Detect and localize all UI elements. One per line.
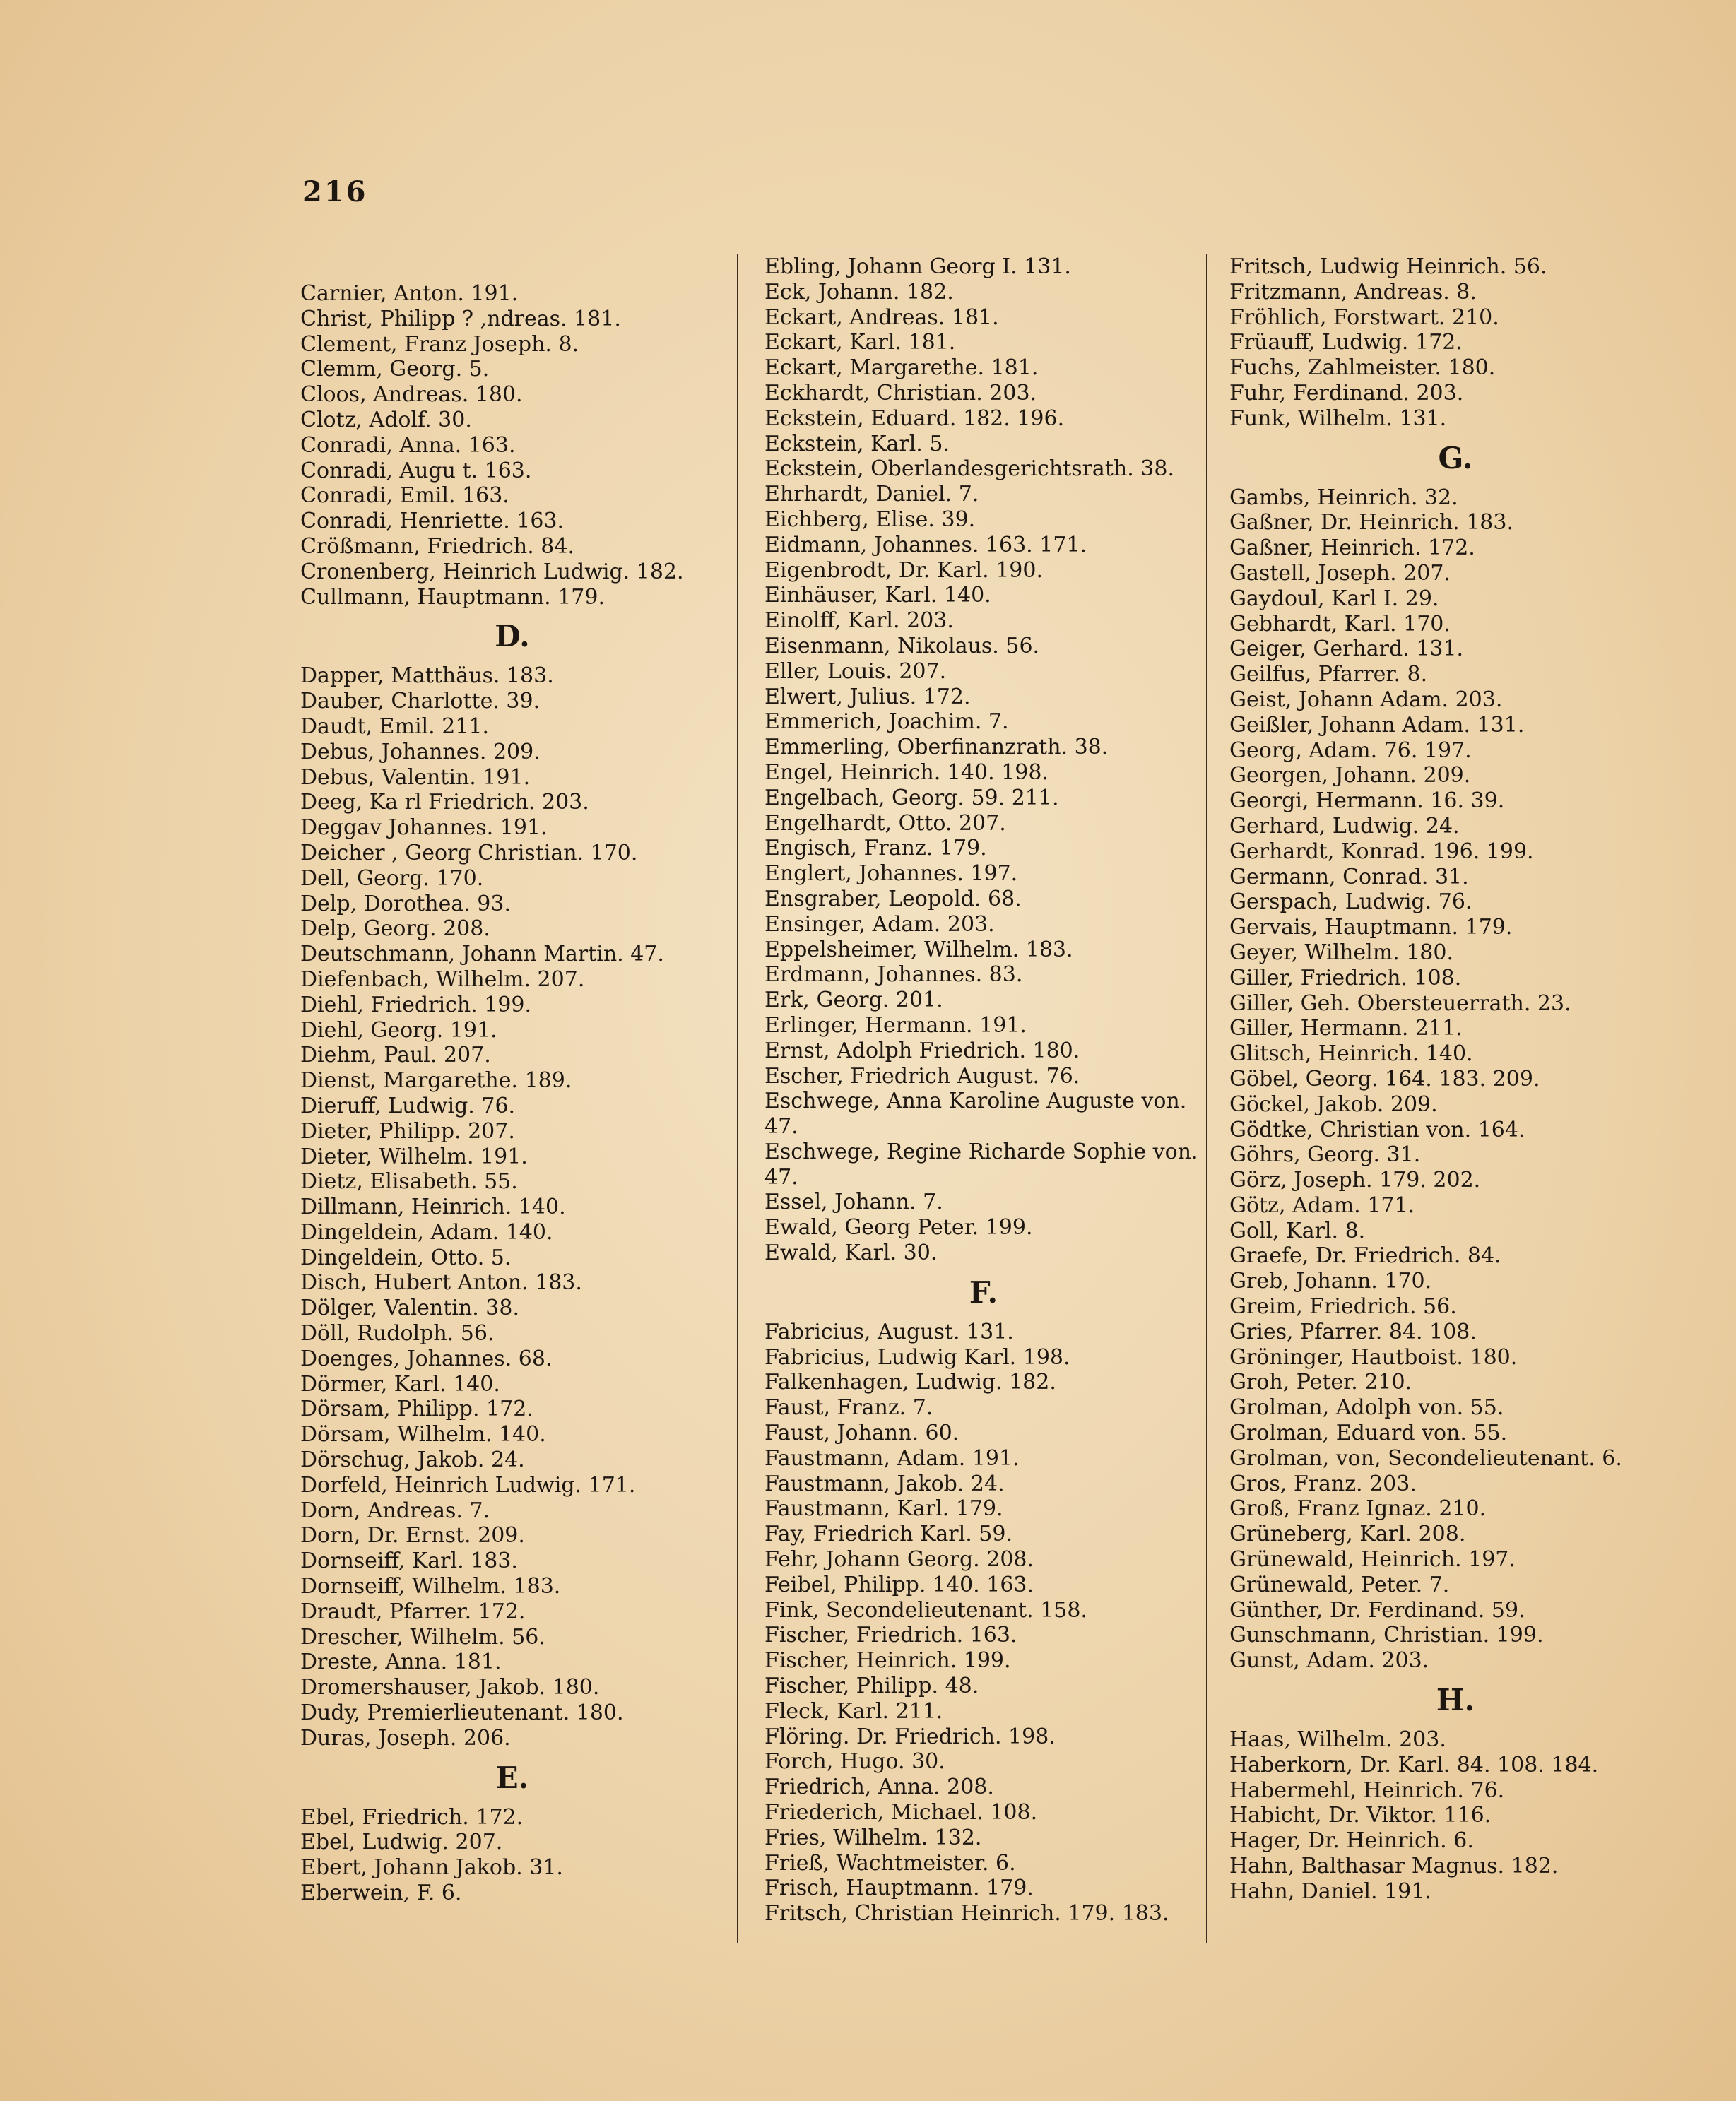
index-entry: Eschwege, Regine Richarde Sophie von. 47. xyxy=(764,1139,1198,1190)
index-entry: Dornseiff, Karl. 183. xyxy=(300,1549,518,1574)
index-entry: Eckart, Andreas. 181. xyxy=(764,304,999,330)
index-entry: Erdmann, Johannes. 83. xyxy=(764,962,1023,988)
index-entry: Drescher, Wilhelm. 56. xyxy=(300,1624,545,1650)
index-entry: Fuchs, Zahlmeister. 180. xyxy=(1229,355,1496,381)
section-letter-heading: D. xyxy=(495,619,530,654)
index-section xyxy=(1229,254,1682,432)
index-entry: Diehm, Paul. 207. xyxy=(300,1043,491,1068)
index-entry: Günther, Dr. Ferdinand. 59. xyxy=(1229,1597,1525,1623)
index-entry: Gröninger, Hautboist. 180. xyxy=(1229,1344,1518,1370)
index-entry: Faustmann, Karl. 179. xyxy=(764,1496,1003,1522)
index-section xyxy=(764,254,1203,1266)
index-entry: Dienst, Margarethe. 189. xyxy=(300,1068,572,1094)
index-entry: Gaßner, Dr. Heinrich. 183. xyxy=(1229,510,1514,535)
index-entry: Göbel, Georg. 164. 183. 209. xyxy=(1229,1066,1540,1091)
index-entry: Hager, Dr. Heinrich. 6. xyxy=(1229,1828,1474,1854)
index-entry: Görz, Joseph. 179. 202. xyxy=(1229,1168,1481,1193)
index-entry: Draudt, Pfarrer. 172. xyxy=(300,1599,526,1624)
column-divider-2 xyxy=(1206,254,1207,1943)
index-entry: Eck, Johann. 182. xyxy=(764,279,954,304)
index-entry: Gaßner, Heinrich. 172. xyxy=(1229,535,1475,561)
index-entry: Gerspach, Ludwig. 76. xyxy=(1229,889,1472,915)
index-entry: Deeg, Ka rl Friedrich. 203. xyxy=(300,790,589,815)
index-entry: Ewald, Karl. 30. xyxy=(764,1241,938,1266)
index-entry: Daudt, Emil. 211. xyxy=(300,714,489,739)
index-entry: Fischer, Heinrich. 199. xyxy=(764,1648,1011,1674)
index-section xyxy=(1229,432,1682,1674)
index-entry: Geiger, Gerhard. 131. xyxy=(1229,637,1464,662)
index-section xyxy=(300,254,724,610)
index-entry: Gunschmann, Christian. 199. xyxy=(1229,1623,1544,1648)
index-entry: Fay, Friedrich Karl. 59. xyxy=(764,1522,1013,1547)
index-entry: Erlinger, Hermann. 191. xyxy=(764,1012,1027,1038)
index-entry: Habicht, Dr. Viktor. 116. xyxy=(1229,1803,1492,1828)
page-number: 216 xyxy=(302,175,368,208)
index-entry: Gervais, Hauptmann. 179. xyxy=(1229,915,1513,940)
index-entry: Dorn, Andreas. 7. xyxy=(300,1498,490,1523)
index-entry: Fabricius, Ludwig Karl. 198. xyxy=(764,1344,1070,1370)
index-entry: Clement, Franz Joseph. 8. xyxy=(300,331,579,357)
index-entry: Dörsam, Philipp. 172. xyxy=(300,1397,533,1422)
index-entry: Carnier, Anton. 191. xyxy=(300,281,519,306)
index-entry: Funk, Wilhelm. 131. xyxy=(1229,406,1447,431)
index-entry: Dörmer, Karl. 140. xyxy=(300,1371,500,1397)
index-entry: Georg, Adam. 76. 197. xyxy=(1229,738,1472,763)
index-entry: Conradi, Augu t. 163. xyxy=(300,458,532,483)
index-entry: Fritsch, Ludwig Heinrich. 56. xyxy=(1229,254,1547,279)
index-entry: Forch, Hugo. 30. xyxy=(764,1749,945,1775)
index-entry: Ebel, Friedrich. 172. xyxy=(300,1804,524,1830)
index-entry: Ewald, Georg Peter. 199. xyxy=(764,1215,1033,1241)
index-entry: Falkenhagen, Ludwig. 182. xyxy=(764,1370,1056,1395)
index-entry: Erk, Georg. 201. xyxy=(764,988,943,1013)
index-entry: Christ, Philipp ? ,ndreas. 181. xyxy=(300,306,621,331)
index-entry: Eschwege, Anna Karoline Auguste von. 47. xyxy=(764,1089,1187,1140)
index-entry: Conradi, Henriette. 163. xyxy=(300,509,565,534)
index-entry: Dingeldein, Adam. 140. xyxy=(300,1219,553,1245)
index-entry: Delp, Dorothea. 93. xyxy=(300,891,511,916)
index-entry: Cloos, Andreas. 180. xyxy=(300,382,523,408)
index-entry: Gastell, Joseph. 207. xyxy=(1229,560,1451,586)
index-entry: Diehl, Georg. 191. xyxy=(300,1017,497,1043)
index-entry: Emmerich, Joachim. 7. xyxy=(764,709,1009,735)
index-entry: Friederich, Michael. 108. xyxy=(764,1800,1038,1825)
index-entry: Geißler, Johann Adam. 131. xyxy=(1229,712,1525,738)
index-entry: Gaydoul, Karl I. 29. xyxy=(1229,586,1439,611)
index-section xyxy=(300,610,724,1751)
index-entry: Ebling, Johann Georg I. 131. xyxy=(764,254,1071,279)
index-entry: Giller, Geh. Obersteuerrath. 23. xyxy=(1229,990,1571,1016)
index-entry: Fuhr, Ferdinand. 203. xyxy=(1229,380,1464,406)
index-entry: Glitsch, Heinrich. 140. xyxy=(1229,1041,1473,1067)
section-letter-heading: G. xyxy=(1438,440,1473,475)
index-entry: Debus, Valentin. 191. xyxy=(300,764,531,790)
index-entry: Hahn, Balthasar Magnus. 182. xyxy=(1229,1854,1559,1879)
index-entry: Fritsch, Christian Heinrich. 179. 183. xyxy=(764,1901,1169,1927)
index-entry: Frisch, Hauptmann. 179. xyxy=(764,1876,1034,1901)
index-entry: Debus, Johannes. 209. xyxy=(300,739,541,764)
index-entry: Dreste, Anna. 181. xyxy=(300,1650,502,1675)
index-entry: Eidmann, Johannes. 163. 171. xyxy=(764,532,1087,557)
index-entry: Dölger, Valentin. 38. xyxy=(300,1296,520,1321)
index-entry: Döll, Rudolph. 56. xyxy=(300,1321,495,1347)
index-entry: Faust, Johann. 60. xyxy=(764,1421,959,1446)
index-entry: Fritzmann, Andreas. 8. xyxy=(1229,279,1477,304)
index-entry: Fischer, Friedrich. 163. xyxy=(764,1623,1017,1648)
index-entry: Einhäuser, Karl. 140. xyxy=(764,583,991,608)
section-letter-heading: H. xyxy=(1436,1683,1475,1718)
index-entry: Greim, Friedrich. 56. xyxy=(1229,1294,1457,1320)
index-entry: Flöring. Dr. Friedrich. 198. xyxy=(764,1724,1056,1749)
index-entry: Englert, Johannes. 197. xyxy=(764,861,1018,887)
column-divider-1 xyxy=(737,254,738,1943)
index-entry: Fries, Wilhelm. 132. xyxy=(764,1825,982,1850)
index-entry: Eckstein, Eduard. 182. 196. xyxy=(764,406,1065,431)
index-entry: Gunst, Adam. 203. xyxy=(1229,1648,1429,1674)
index-entry: Eisenmann, Nikolaus. 56. xyxy=(764,633,1040,658)
index-entry: Grünewald, Heinrich. 197. xyxy=(1229,1547,1516,1573)
index-entry: Eigenbrodt, Dr. Karl. 190. xyxy=(764,557,1043,583)
index-entry: Ehrhardt, Daniel. 7. xyxy=(764,482,979,507)
index-entry: Clemm, Georg. 5. xyxy=(300,357,490,382)
index-entry: Eckstein, Karl. 5. xyxy=(764,431,950,456)
index-entry: Grolman, Adolph von. 55. xyxy=(1229,1395,1504,1421)
index-entry: Haberkorn, Dr. Karl. 84. 108. 184. xyxy=(1229,1752,1599,1777)
index-entry: Deicher , Georg Christian. 170. xyxy=(300,840,638,865)
section-spacer xyxy=(300,254,724,281)
index-entry: Früauff, Ludwig. 172. xyxy=(1229,330,1463,355)
index-entry: Engelbach, Georg. 59. 211. xyxy=(764,785,1059,810)
index-entry: Groh, Peter. 210. xyxy=(1229,1370,1412,1395)
index-entry: Geyer, Wilhelm. 180. xyxy=(1229,940,1454,965)
index-entry: Frieß, Wachtmeister. 6. xyxy=(764,1850,1016,1876)
index-entry: Diefenbach, Wilhelm. 207. xyxy=(300,966,585,992)
index-entry: Essel, Johann. 7. xyxy=(764,1190,943,1215)
section-letter-heading: F. xyxy=(969,1274,998,1310)
index-entry: Geist, Johann Adam. 203. xyxy=(1229,687,1503,712)
index-entry: Faust, Franz. 7. xyxy=(764,1395,933,1421)
index-entry: Delp, Georg. 208. xyxy=(300,916,490,942)
index-entry: Grüneberg, Karl. 208. xyxy=(1229,1522,1466,1547)
index-entry: Doenges, Johannes. 68. xyxy=(300,1346,553,1371)
index-entry: Faustmann, Jakob. 24. xyxy=(764,1471,1005,1496)
index-entry: Eichberg, Elise. 39. xyxy=(764,507,976,532)
section-letter-heading: E. xyxy=(495,1760,529,1795)
index-entry: Friedrich, Anna. 208. xyxy=(764,1775,994,1800)
index-entry: Dietz, Elisabeth. 55. xyxy=(300,1169,518,1195)
index-entry: Göhrs, Georg. 31. xyxy=(1229,1142,1421,1168)
index-column-1 xyxy=(300,254,724,1906)
index-entry: Crößmann, Friedrich. 84. xyxy=(300,533,574,559)
index-entry: Feibel, Philipp. 140. 163. xyxy=(764,1572,1034,1597)
index-entry: Faustmann, Adam. 191. xyxy=(764,1445,1020,1471)
index-entry: Gebhardt, Karl. 170. xyxy=(1229,611,1451,637)
index-entry: Deutschmann, Johann Martin. 47. xyxy=(300,942,664,967)
index-entry: Dell, Georg. 170. xyxy=(300,865,484,891)
index-entry: Gerhard, Ludwig. 24. xyxy=(1229,813,1460,839)
index-entry: Duras, Joseph. 206. xyxy=(300,1725,511,1751)
index-entry: Fröhlich, Forstwart. 210. xyxy=(1229,304,1499,330)
index-entry: Dorfeld, Heinrich Ludwig. 171. xyxy=(300,1472,636,1498)
index-entry: Diehl, Friedrich. 199. xyxy=(300,992,532,1017)
index-entry: Dingeldein, Otto. 5. xyxy=(300,1245,512,1270)
index-entry: Grünewald, Peter. 7. xyxy=(1229,1572,1450,1597)
index-entry: Clotz, Adolf. 30. xyxy=(300,407,472,432)
index-entry: Dieter, Wilhelm. 191. xyxy=(300,1144,528,1169)
index-entry: Dornseiff, Wilhelm. 183. xyxy=(300,1574,561,1599)
index-entry: Haas, Wilhelm. 203. xyxy=(1229,1727,1446,1753)
index-entry: Gödtke, Christian von. 164. xyxy=(1229,1117,1525,1142)
index-entry: Gambs, Heinrich. 32. xyxy=(1229,485,1458,510)
index-entry: Escher, Friedrich August. 76. xyxy=(764,1063,1080,1089)
index-entry: Grolman, Eduard von. 55. xyxy=(1229,1421,1508,1446)
index-entry: Grolman, von, Secondelieutenant. 6. xyxy=(1229,1445,1622,1471)
index-entry: Emmerling, Oberfinanzrath. 38. xyxy=(764,735,1109,760)
index-entry: Dörschug, Jakob. 24. xyxy=(300,1448,525,1473)
index-entry: Götz, Adam. 171. xyxy=(1229,1192,1415,1218)
index-entry: Greb, Johann. 170. xyxy=(1229,1269,1432,1294)
index-entry: Fehr, Johann Georg. 208. xyxy=(764,1547,1034,1573)
index-entry: Dauber, Charlotte. 39. xyxy=(300,689,541,714)
index-entry: Dieter, Philipp. 207. xyxy=(300,1118,515,1144)
index-entry: Germann, Conrad. 31. xyxy=(1229,864,1469,889)
index-entry: Ernst, Adolph Friedrich. 180. xyxy=(764,1038,1080,1063)
index-entry: Eckhardt, Christian. 203. xyxy=(764,380,1037,406)
index-entry: Giller, Friedrich. 108. xyxy=(1229,965,1462,990)
index-section xyxy=(300,1751,724,1906)
index-entry: Giller, Hermann. 211. xyxy=(1229,1016,1463,1041)
index-entry: Georgen, Johann. 209. xyxy=(1229,763,1471,788)
index-entry: Eckart, Karl. 181. xyxy=(764,330,956,355)
index-entry: Gries, Pfarrer. 84. 108. xyxy=(1229,1319,1477,1344)
index-entry: Geilfus, Pfarrer. 8. xyxy=(1229,662,1428,687)
index-entry: Ensgraber, Leopold. 68. xyxy=(764,886,1022,911)
index-entry: Deggav Johannes. 191. xyxy=(300,815,548,841)
index-entry: Eckart, Margarethe. 181. xyxy=(764,355,1039,381)
index-entry: Ensinger, Adam. 203. xyxy=(764,911,995,937)
index-entry: Dudy, Premierlieutenant. 180. xyxy=(300,1700,624,1726)
index-entry: Einolff, Karl. 203. xyxy=(764,608,954,634)
index-entry: Gerhardt, Konrad. 196. 199. xyxy=(1229,839,1534,864)
index-entry: Disch, Hubert Anton. 183. xyxy=(300,1270,582,1296)
index-entry: Engisch, Franz. 179. xyxy=(764,836,987,861)
index-entry: Cronenberg, Heinrich Ludwig. 182. xyxy=(300,559,684,584)
index-section xyxy=(764,1266,1203,1927)
index-entry: Hahn, Daniel. 191. xyxy=(1229,1878,1431,1904)
index-entry: Fink, Secondelieutenant. 158. xyxy=(764,1597,1087,1623)
index-entry: Eberwein, F. 6. xyxy=(300,1881,462,1906)
index-entry: Fabricius, August. 131. xyxy=(764,1319,1014,1344)
index-entry: Eppelsheimer, Wilhelm. 183. xyxy=(764,937,1073,962)
index-entry: Elwert, Julius. 172. xyxy=(764,684,971,709)
index-entry: Göckel, Jakob. 209. xyxy=(1229,1091,1438,1117)
index-entry: Conradi, Emil. 163. xyxy=(300,483,509,509)
index-entry: Conradi, Anna. 163. xyxy=(300,432,516,458)
index-entry: Gros, Franz. 203. xyxy=(1229,1471,1417,1496)
index-entry: Dapper, Matthäus. 183. xyxy=(300,663,554,689)
index-entry: Cullmann, Hauptmann. 179. xyxy=(300,584,605,610)
index-entry: Georgi, Hermann. 16. 39. xyxy=(1229,788,1505,814)
index-entry: Engelhardt, Otto. 207. xyxy=(764,810,1006,836)
index-entry: Dromershauser, Jakob. 180. xyxy=(300,1675,600,1700)
index-entry: Engel, Heinrich. 140. 198. xyxy=(764,759,1049,785)
index-entry: Dörsam, Wilhelm. 140. xyxy=(300,1422,546,1448)
index-entry: Dorn, Dr. Ernst. 209. xyxy=(300,1523,525,1549)
index-entry: Groß, Franz Ignaz. 210. xyxy=(1229,1496,1487,1522)
index-entry: Fischer, Philipp. 48. xyxy=(764,1674,979,1699)
index-column-2 xyxy=(764,254,1203,1927)
index-entry: Eller, Louis. 207. xyxy=(764,658,947,684)
index-entry: Dillmann, Heinrich. 140. xyxy=(300,1195,566,1220)
index-section xyxy=(1229,1674,1682,1905)
index-entry: Eckstein, Oberlandesgerichtsrath. 38. xyxy=(764,456,1174,482)
index-entry: Habermehl, Heinrich. 76. xyxy=(1229,1777,1505,1803)
index-entry: Ebel, Ludwig. 207. xyxy=(300,1830,503,1855)
index-entry: Ebert, Johann Jakob. 31. xyxy=(300,1855,563,1881)
index-entry: Graefe, Dr. Friedrich. 84. xyxy=(1229,1243,1501,1269)
index-entry: Goll, Karl. 8. xyxy=(1229,1218,1366,1243)
index-column-3 xyxy=(1229,254,1682,1905)
index-entry: Dieruff, Ludwig. 76. xyxy=(300,1093,516,1118)
index-entry: Fleck, Karl. 211. xyxy=(764,1698,943,1724)
